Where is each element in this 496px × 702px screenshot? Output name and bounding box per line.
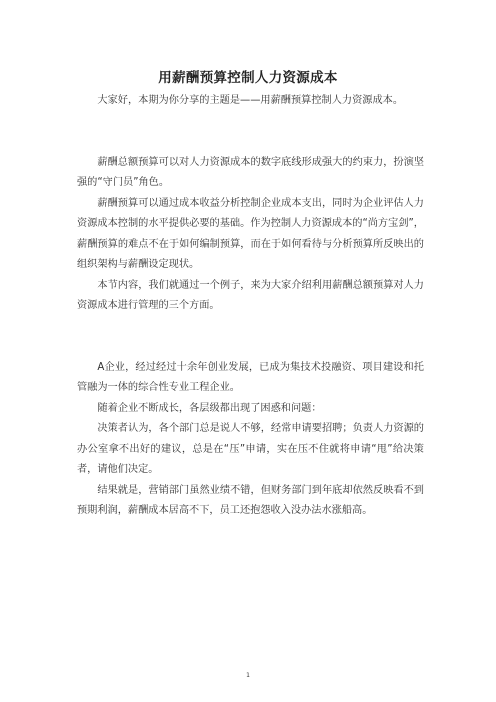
paragraph: 薪酬预算可以通过成本收益分析控制企业成本支出，同时为企业评估人力资源成本控制的水平提供必要的基础。作为控制人力资源成本的“尚方宝剑”，薪酬预算的难点不在于如何编制预算，而在于如何看待与分析预算所反映出的组织架构与薪酬设定现状。 [77,197,424,270]
paragraph-intro: 大家好，本期为你分享的主题是——用薪酬预算控制人力资源成本。 [97,95,404,106]
document-title: 用薪酬预算控制人力资源成本 [158,70,338,86]
paragraph: 本节内容，我们就通过一个例子，来为大家介绍利用薪酬总额预算对人力资源成本进行管理的三个方面。 [77,279,424,311]
paragraph-gap [77,337,424,358]
paragraph-gap [77,112,424,132]
paragraph-gap [77,132,424,153]
paragraph: A企业，经过经过十余年创业发展，已成为集技术投融资、项目建设和托管融为一体的综合性专业工程企业。 [77,361,424,393]
document-body [77,91,424,522]
paragraph-gap [77,317,424,337]
paragraph: 决策者认为，各个部门总是说人不够，经常申请要招聘；负责人力资源的办公室拿不出好的建议，总是在“压”申请，实在压不住就将申请“甩”给决策者，请他们决定。 [77,423,424,475]
paragraph: 随着企业不断成长，各层级都出现了困惑和问题： [97,402,322,414]
paragraph: 薪酬总额预算可以对人力资源成本的数字底线形成强大的约束力，扮演坚强的“守门员”角色。 [77,156,424,188]
page-number: 1 [246,672,250,679]
paragraph: 结果就是，营销部门虽然业绩不错，但财务部门到年底却依然反映看不到预期利润，薪酬成本居高不下，员工还抱怨收入没办法水涨船高。 [77,484,424,516]
